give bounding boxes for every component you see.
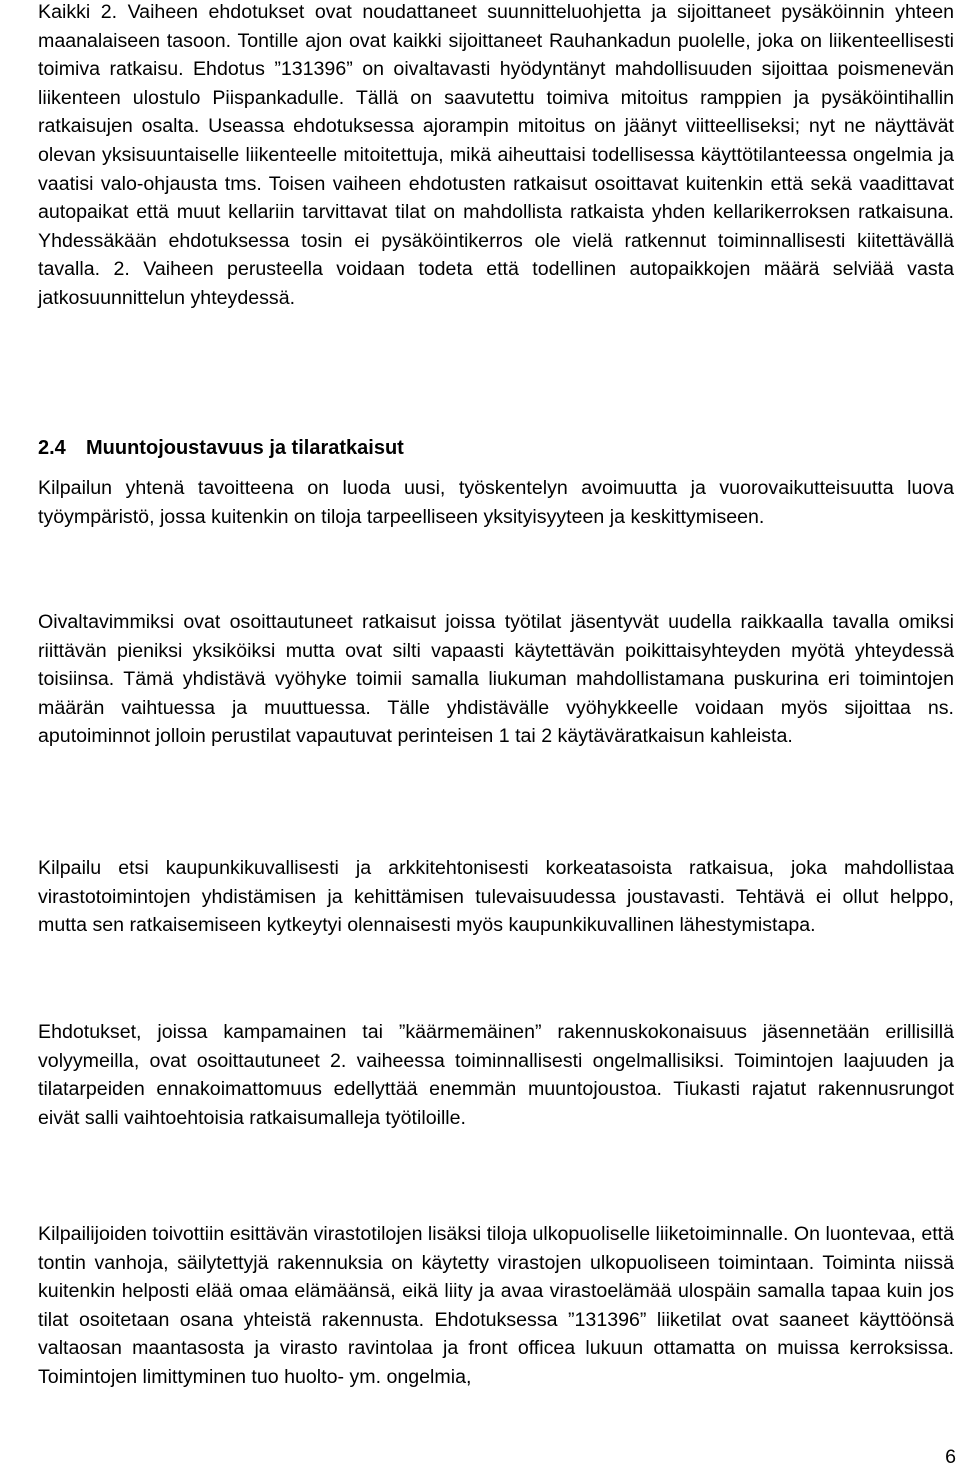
section-number: 2.4	[38, 437, 66, 459]
paragraph-cityscape: Kilpailu etsi kaupunkikuvallisesti ja arkkitehtonisesti korkeatasoista ratkaisua, joka mahdollistaa virastotoimintojen yhdistämisen ja kehittämisen tulevaisuudessa joustavasti. Tehtävä ei ollut helppo, mutta sen ratkaisemiseen kytkeytyi olennaisesti myös kaupunkikuvallinen lähestymistapa.	[38, 857, 954, 937]
section-title: Muuntojoustavuus ja tilaratkaisut	[86, 437, 404, 459]
page-number: 6	[945, 1446, 956, 1468]
paragraph-business: Kilpailijoiden toivottiin esittävän virastotilojen lisäksi tiloja ulkopuoliselle liiketoiminnalle. On luontevaa, että tontin vanhoja, säilytettyjä rakennuksia on käytetty virastojen ulkopuoliseen toimintaan. Toiminta niissä kuitenkin helposti elää omaa elämäänsä, eikä liity ja avaa virastoelämää ulospäin samalla tapaa kuin jos tilat osoitetaan osana yhteistä rakennusta. Ehdotuksessa ”131396” liiketilat ovat saaneet käyttöönsä valtaosan maantasosta ja virasto ravintolaa ja front officea lukuun ottamatta on muissa kerroksissa. Toimintojen limittyminen tuo huolto- ym. ongelmia,	[38, 1223, 954, 1388]
paragraph-workspaces: Oivaltavimmiksi ovat osoittautuneet ratkaisut joissa työtilat jäsentyvät uudella raikkaalla tavalla omiksi riittävän pieniksi yksiköiksi mutta ovat silti vapaasti käytettävän poikittaisyhteyden myötä yhteydessä toisiinsa. Tämä yhdistävä vyöhyke toimii samalla liukuman mahdollistamana puskurina eri toimintojen määrän vaihtuessa ja muuttuessa. Tälle yhdistävälle vyöhykkeelle voidaan myös sijoittaa ns. aputoiminnot jolloin perustilat vapautuvat perinteisen 1 tai 2 käytäväratkaisun kahleista.	[38, 611, 954, 748]
paragraph-parking: Kaikki 2. Vaiheen ehdotukset ovat noudattaneet suunnitteluohjetta ja sijoittaneet pysäköinnin yhteen maanalaiseen tasoon. Tontille ajon ovat kaikki sijoittaneet Rauhankadun puolelle, joka on liikenteellisesti toimiva ratkaisu. Ehdotus ”131396” on oivaltavasti hyödyntänyt mahdollisuuden sijoittaa poismenevän liikenteen ulostulo Piispankadulle. Tällä on saavutettu toimiva mitoitus ramppien ja pysäköintihallin ratkaisujen osalta. Useassa ehdotuksessa ajorampin mitoitus on jäänyt viitteelliseksi; nyt ne näyttävät olevan yksisuuntaiselle liikenteelle mitoitettuja, mikä aiheuttaisi todellisessa käyttötilanteessa ongelmia ja vaatisi valo-ohjausta tms. Toisen vaiheen ehdotusten ratkaisut osoittavat kuitenkin että sekä vaadittavat autopaikat että muut kellariin tarvittavat tilat on mahdollista ratkaista yhden kellarikerroksen ratkaisuna. Yhdessäkään ehdotuksessa tosin ei pysäköintikerros ole vielä ratkennut toiminnallisesti kiitettävällä tavalla. 2. Vaiheen perusteella voidaan todeta että todellinen autopaikkojen määrä selviää vasta jatkosuunnittelun yhteydessä.	[38, 1, 954, 309]
paragraph-volumes: Ehdotukset, joissa kampamainen tai ”käärmemäinen” rakennuskokonaisuus jäsennetään erillisillä volyymeilla, ovat osoittautuneet 2. vaiheessa toiminnallisesti ongelmallisiksi. Toimintojen laajuuden ja tilatarpeiden ennakoimattomuus edellyttää enemmän muuntojoustoa. Tiukasti rajatut rakennusrungot eivät salli vaihtoehtoisia ratkaisumalleja työtiloille.	[38, 1021, 954, 1129]
paragraph-goal: Kilpailun yhtenä tavoitteena on luoda uusi, työskentelyn avoimuutta ja vuorovaikutteisuutta luova työympäristö, jossa kuitenkin on tiloja tarpeelliseen yksityisyyteen ja keskittymiseen.	[38, 477, 954, 528]
section-heading	[38, 434, 954, 462]
